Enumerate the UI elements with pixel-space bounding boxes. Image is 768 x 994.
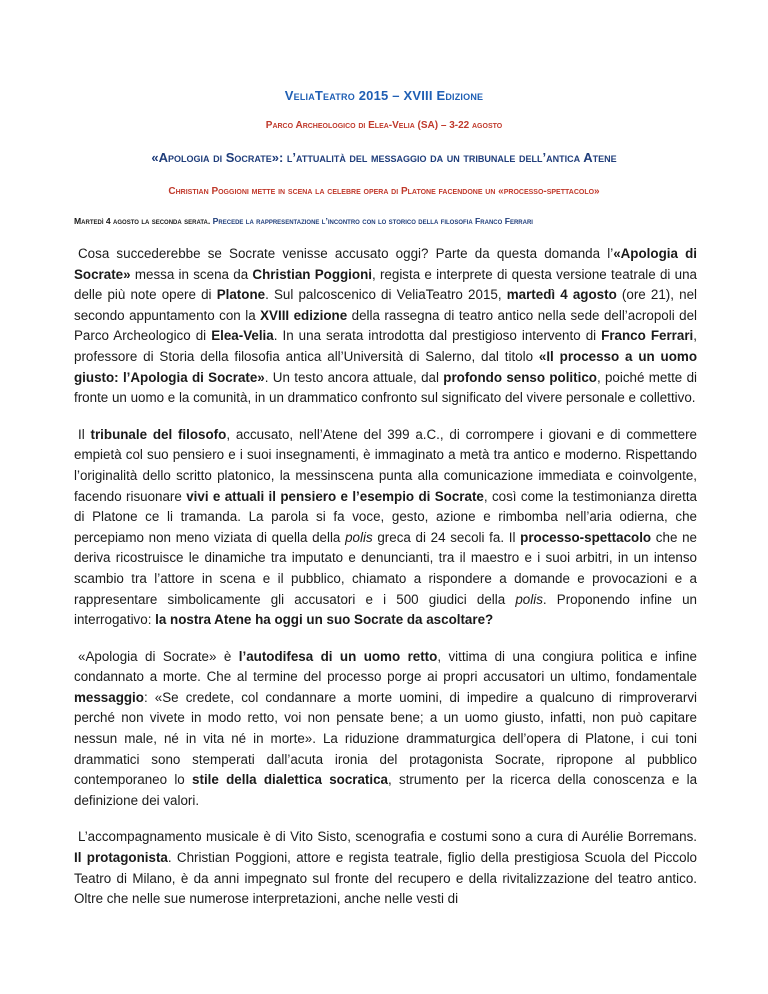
- paragraph-2: [74, 425, 697, 631]
- date-line: [74, 216, 714, 226]
- text: che ne deriva ricostruisce le dinamiche tra imputato e denuncianti, tra il maestro e i suoi arbitri, in un intenso scambio tra l’attore in scena e il pubblico, chiamato a rispondere a domande e provocazioni e a rappresentare simbolicamente gli accusatori e i 500 giudici della: [74, 529, 697, 607]
- paragraph-4: [74, 827, 697, 909]
- text: Il: [78, 426, 91, 442]
- date-text: Martedì 4 agosto la seconda serata.: [74, 216, 211, 226]
- text: «Apologia di Socrate» è: [78, 648, 239, 664]
- text: : «Se credete, col condannare a morte uomini, di impedire a qualcuno di rimproverarvi perché non vivete in modo retto, voi non pensate bene; a un uomo giusto, infatti, non può capitare nessun male, né in vita né in morte». La riduzione drammaturgica dell’opera di Platone, i cui toni drammatici sono stemperati dall’acuta ironia del protagonista Socrate, ripropone al pubblico contemporaneo lo: [74, 689, 697, 788]
- text: , professore di Storia della filosofia antica all’Università di Salerno, dal titolo: [74, 328, 697, 364]
- text: messa in scena da: [130, 266, 253, 282]
- bold-text: profondo senso politico: [443, 369, 597, 385]
- text: . Un testo ancora attuale, dal: [264, 369, 444, 385]
- subheadline: Christian Poggioni mette in scena la celebre opera di Platone facendone un «processo-spettacolo»: [168, 186, 600, 197]
- location-dates: Parco Archeologico di Elea-Velia (SA) – 3-22 agosto: [265, 120, 503, 131]
- article-body: [74, 244, 697, 910]
- bold-text: la nostra Atene ha oggi un suo Socrate da ascoltare?: [155, 612, 494, 628]
- text: Cosa succederebbe se Socrate venisse accusato oggi? Parte da questa domanda l’: [78, 246, 614, 261]
- bold-text: XVIII edizione: [260, 307, 348, 323]
- text: , poiché mette di fronte un uomo e la comunità, in un drammatico confronto sul significato del vivere personale e collettivo.: [74, 369, 697, 406]
- bold-text: «Apologia di Socrate»: [74, 246, 697, 282]
- text: . Proponendo infine un interrogativo:: [74, 591, 698, 628]
- text: . Sul palcoscenico di VeliaTeatro 2015,: [265, 287, 507, 303]
- italic-text: polis: [515, 591, 543, 607]
- text: L’accompagnamento musicale è di Vito Sisto, scenografia e costumi sono a cura di Aurélie Borremans.: [78, 829, 697, 845]
- bold-text: stile della dialettica socratica: [192, 772, 389, 788]
- paragraph-1: [74, 244, 697, 409]
- text: , regista e interprete di questa versione teatrale di una delle più note opere di: [74, 266, 697, 303]
- text: , vittima di una congiura politica e infine condannato a morte. Che al termine del processo porge ai propri accusatori un ultimo, fondamentale: [74, 648, 697, 685]
- bold-text: Platone: [216, 287, 266, 303]
- precede-text: Precede la rappresentazione l’incontro con lo storico della filosofia Franco Ferrari: [212, 216, 533, 226]
- bold-text: Il protagonista: [74, 850, 168, 866]
- bold-text: messaggio: [74, 689, 144, 705]
- bold-text: Elea-Velia: [211, 328, 274, 344]
- text: , accusato, nell’Atene del 399 a.C., di corrompere i giovani e di commettere empietà col suo pensiero e i suoi insegnamenti, è immaginato a metà tra antico e moderno. Rispettando l’originalità dello scritto platonico, la messinscena punta alla comunicazione immediata e coinvolgente, facendo risuonare: [74, 426, 698, 504]
- bold-text: martedì 4 agosto: [506, 287, 617, 303]
- bold-text: vivi e attuali il pensiero e l’esempio di Socrate: [186, 488, 484, 504]
- text: della rassegna di teatro antico nella sede dell’acropoli del Parco Archeologico di: [74, 307, 697, 344]
- text: , strumento per la ricerca della conoscenza e la definizione dei valori.: [74, 772, 698, 808]
- bold-text: l’autodifesa di un uomo retto: [238, 648, 438, 664]
- bold-text: Franco Ferrari: [601, 328, 694, 344]
- bold-text: Christian Poggioni: [252, 266, 372, 282]
- text: , così come la testimonianza diretta di Platone ce li tramanda. La parola si fa voce, gesto, azione e rimbomba nell’aria odierna, che percepiamo non meno viziata di quella della: [74, 488, 697, 545]
- bold-text: processo-spettacolo: [520, 529, 652, 545]
- festival-title: VeliaTeatro 2015 – XVIII Edizione: [284, 88, 484, 103]
- text: . Christian Poggioni, attore e regista teatrale, figlio della prestigiosa Scuola del Piccolo Teatro di Milano, è da anni impegnato sul fronte del recupero e della rivitalizzazione del teatro antico. Oltre che nelle sue numerose interpretazioni, anche nelle vesti di: [74, 850, 697, 907]
- italic-text: polis: [345, 529, 373, 545]
- paragraph-3: [74, 647, 697, 812]
- text: . In una serata introdotta dal prestigioso intervento di: [273, 328, 602, 344]
- bold-text: tribunale del filosofo: [90, 426, 227, 442]
- text: greca di 24 secoli fa. Il: [372, 529, 521, 545]
- headline: «Apologia di Socrate»: l’attualità del messaggio da un tribunale dell’antica Atene: [151, 150, 617, 165]
- bold-text: «Il processo a un uomo giusto: l’Apologia di Socrate»: [74, 348, 697, 385]
- text: (ore 21), nel secondo appuntamento con la: [74, 287, 698, 323]
